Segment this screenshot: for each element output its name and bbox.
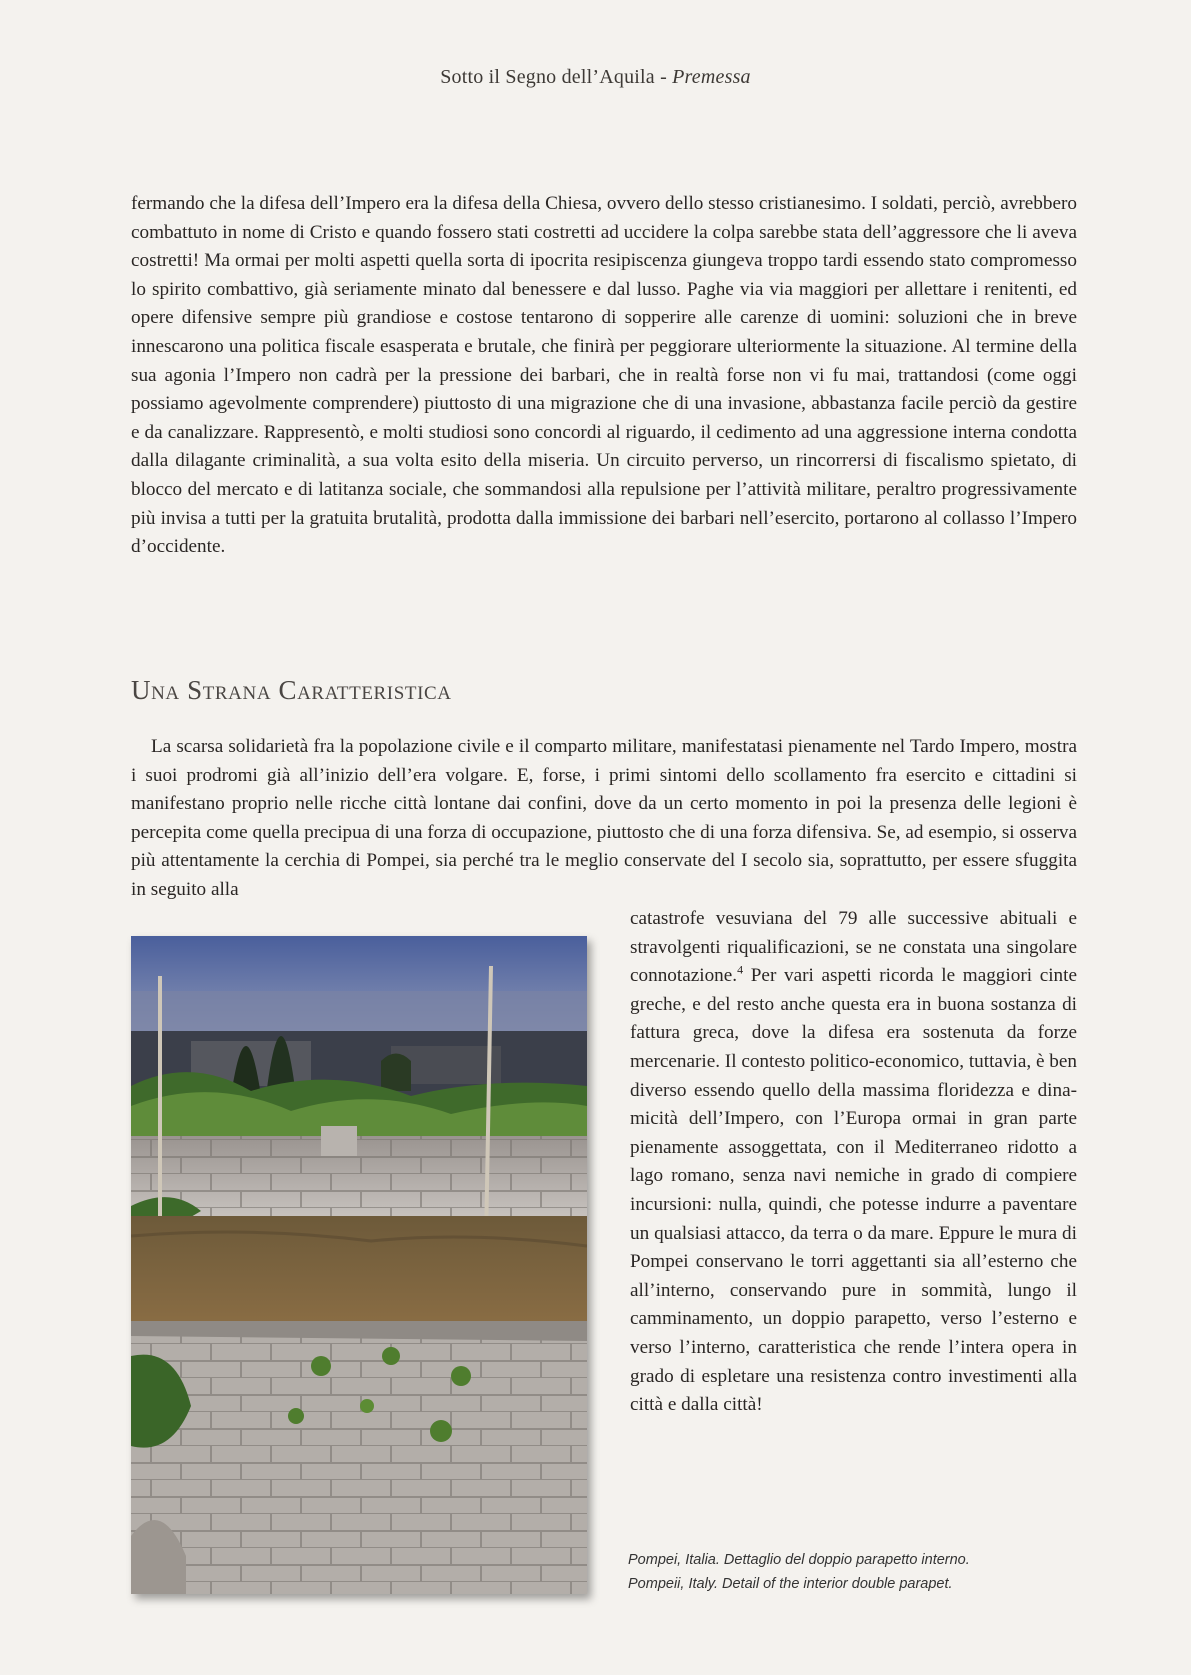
- header-separator: -: [654, 66, 673, 88]
- caption-english: Pompeii, Italy. Detail of the interior double parapet.: [628, 1576, 953, 1592]
- body-paragraph-2: La scarsa solidarietà fra la popolazione civile e il comparto militare, manifestatasi pienamente nel Tardo Impero, mostra i suoi prodromi già all’inizio dell’era volgare. E, forse, i primi sintomi dello scollamento fra esercito e cittadini si manifestano proprio nelle ricche città lontane dai confini, dove da un certo momento in poi la presenza delle legioni è percepita come quella precipua di una forza di occupazione, piuttosto che di una forza difensiva. Se, ad esempio, si osserva più attentamente la cerchia di Pompei, sia perché tra le meglio conservate del I secolo sia, soprattutto, per essere sfuggita in seguito alla: [131, 736, 1077, 900]
- footnote-reference: 4: [737, 962, 744, 977]
- running-head: [0, 66, 1191, 89]
- book-title: Sotto il Segno dell’Aquila: [440, 66, 655, 88]
- paragraph-3-part-a: catastrofe vesuviana del 79 alle successive abituali e stravolgenti riqualificazioni, se ne constata una singolare connotazione.: [630, 908, 1077, 987]
- section-heading: Una Strana Caratteristica: [131, 675, 452, 705]
- body-paragraph-3: [630, 905, 1077, 1420]
- paragraph-3-part-b: Per vari aspetti ricorda le maggiori cinte greche, e del resto anche questa era in buona sostanza di fattura greca, dove la difesa era sostenuta da forze mercenarie. Il contesto politico-economico, tuttavia, è ben diverso essendo quello della massima floridezza e dinamicità dell’Impero, con l’Europa ormai in gran parte pienamente assoggettata, con il Mediterraneo ridotto a lago romano, senza navi nemiche in grado di compiere incursioni: nulla, quindi, che potesse indurre a paventare un qualsiasi attacco, da terra o da mare. Eppure le mura di Pompei conservano le torri aggettanti sia all’esterno che all’interno, conservando pure in sommità, lungo il camminamento, un doppio parapetto, verso l’esterno e verso l’interno, caratteristica che rende l’intera opera in grado di espletare una resistenza contro investimenti alla città e dalla città!: [630, 965, 1077, 1416]
- figure-caption: [628, 1548, 1078, 1596]
- body-paragraph-1: fermando che la difesa dell’Impero era la difesa della Chiesa, ovvero dello stesso cristianesimo. I soldati, perciò, avrebbero combattuto in nome di Cristo e quando fossero stati costretti ad uccidere la colpa sarebbe stata dell’aggressore che li aveva costretti! Ma ormai per molti aspetti quella sorta di ipocrita resipiscenza giungeva troppo tardi essendo stato compromesso lo spirito combattivo, già seriamente minato dal benessere e dal lusso. Paghe via via maggiori per allettare i renitenti, ed opere difensive sempre più grandiose e costose tentarono di sopperire alle carenze di uomini: soluzioni che in breve innescarono una politica fiscale esasperata e brutale, che finirà per peggiorare ulteriormente la situazione. Al termine della sua agonia l’Impero non cadrà per la pressione dei barbari, che in realtà forse non vi fu mai, trattandosi (come oggi possiamo agevolmente comprendere) piuttosto di una migrazione che di una invasione, abbastanza facile perciò da gestire e da canalizzare. Rappresentò, e molti studiosi sono concordi al riguardo, il cedimento ad una aggressione interna condotta dalla dilagante criminalità, a sua volta esito della miseria. Un circuito perverso, un rincorrersi di fiscalismo spietato, di blocco del mercato e di latitanza sociale, che sommandosi alla repulsione per l’attività militare, peraltro progressivamente più invisa a tutti per la gratuita brutalità, prodotta dalla immissione dei barbari nell’esercito, portarono al collasso l’Impero d’occidente.: [131, 193, 1077, 558]
- pompeii-wall-photo: [131, 936, 587, 1594]
- section-title: Premessa: [672, 66, 751, 88]
- caption-italian: Pompei, Italia. Dettaglio del doppio parapetto interno.: [628, 1552, 970, 1568]
